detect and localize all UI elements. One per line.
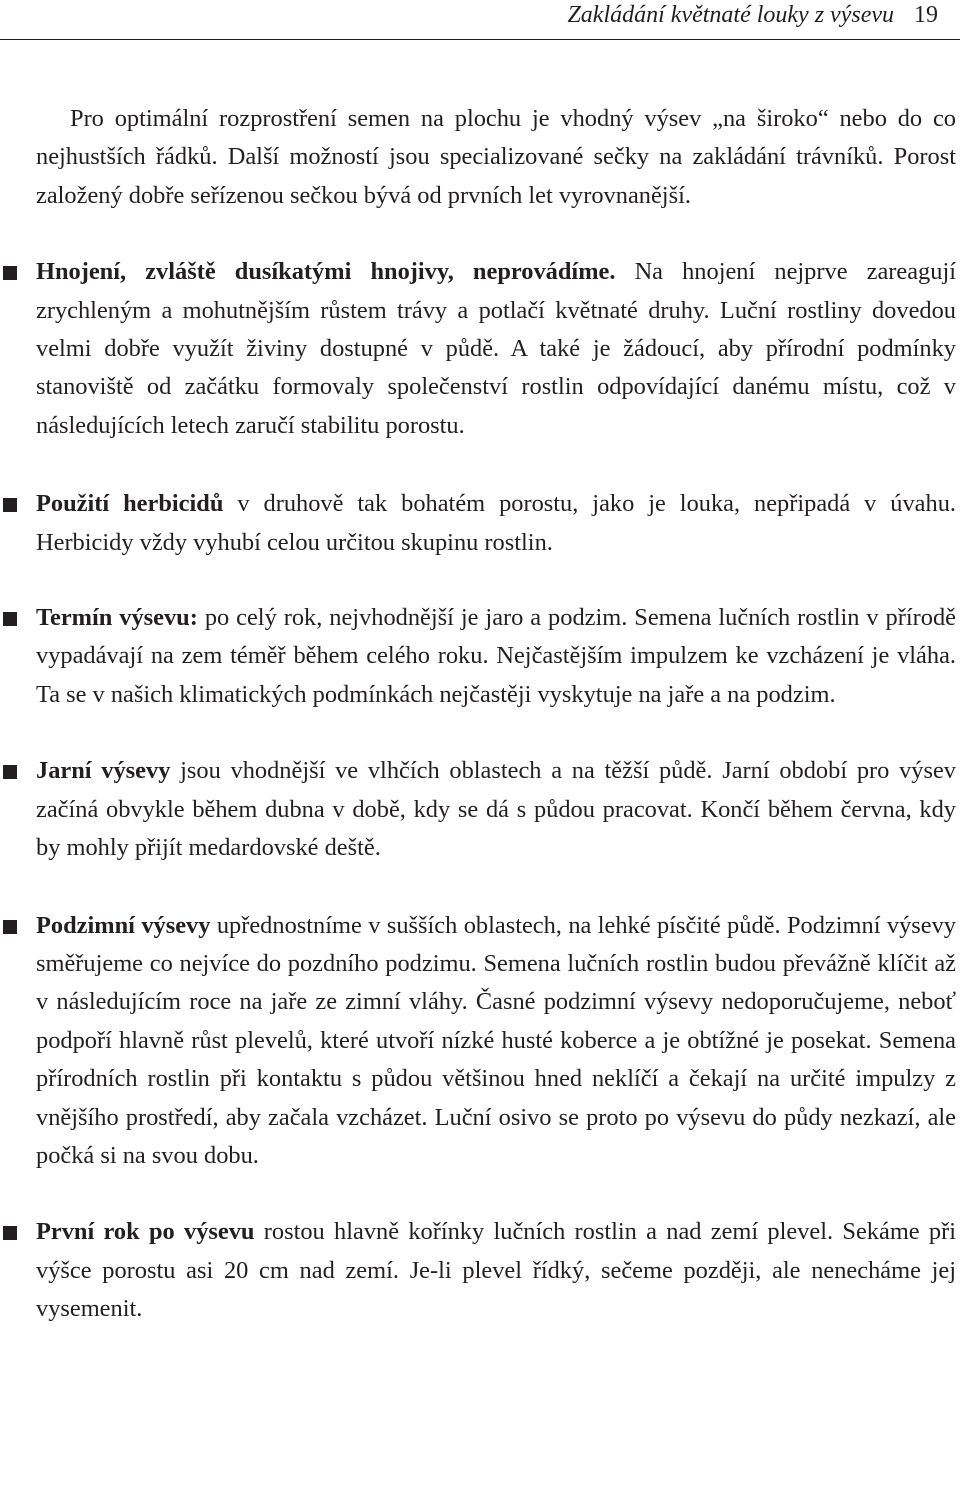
square-bullet-icon: [3, 765, 17, 779]
bullet-item-spring-sowing: [36, 752, 956, 867]
bullet-item-fertilizing: [36, 253, 956, 445]
item-lead: Použití herbicidů: [36, 490, 224, 518]
item-lead: Podzimní výsevy: [36, 911, 211, 939]
square-bullet-icon: [3, 920, 17, 934]
bullet-item-first-year: [36, 1213, 956, 1328]
item-lead: První rok po výsevu: [36, 1218, 255, 1246]
header-rule: [0, 39, 960, 40]
square-bullet-icon: [3, 498, 17, 512]
item-text: upřednostníme v sušších oblastech, na lehké písčité půdě. Podzimní výsevy směřujeme co nejvíce do pozdního podzimu. Semena lučních rostlin budou převážně klíčit až v následujícím roce na jaře ze zimní vláhy. Časné podzimní výsevy nedoporučujeme, neboť podpoří hlavně růst plevelů, které utvoří nízké husté koberce a je obtížné je posekat. Semena přírodních rostlin při kontaktu s půdou většinou hned neklíčí a čekají na určité impulzy z vnějšího prostředí, aby začala vzcházet. Luční osivo se proto po výsevu do půdy nezkazí, ale počká si na svou dobu.: [36, 911, 956, 1169]
bullet-item-sowing-time: [36, 599, 956, 714]
item-lead: Hnojení, zvláště dusíkatými hnojivy, neprovádíme.: [36, 258, 616, 286]
item-lead: Termín výsevu:: [36, 604, 198, 632]
running-header: [0, 0, 960, 40]
page-body: [36, 100, 956, 1329]
bullet-item-herbicides: [36, 485, 956, 562]
item-text: v druhově tak bohatém porostu, jako je louka, nepřipadá v úvahu. Herbicidy vždy vyhubí celou určitou skupinu rostlin.: [36, 490, 956, 556]
page-number: 19: [914, 2, 938, 28]
item-text: jsou vhodnější ve vlhčích oblastech a na těžší půdě. Jarní období pro výsev začíná obvykle během dubna v době, kdy se dá s půdou pracovat. Končí během června, kdy by mohly přijít medardovské deště.: [36, 757, 956, 862]
item-text: Na hnojení nejprve zareagují zrychleným a mohutnějším růstem trávy a potlačí květnaté druhy. Luční rostliny dovedou velmi dobře využít živiny dostupné v půdě. A také je žádoucí, aby přírodní podmínky stanoviště od začátku formovaly společenství rostlin odpovídající danému místu, což v následujících letech zaručí stabilitu porostu.: [36, 258, 957, 439]
square-bullet-icon: [3, 1226, 17, 1240]
square-bullet-icon: [3, 612, 17, 626]
header-text: [567, 2, 938, 29]
item-text: po celý rok, nejvhodnější je jaro a podzim. Semena lučních rostlin v přírodě vypadávají na zem téměř během celého roku. Nejčastějším impulzem ke vzcházení je vláha. Ta se v našich klimatických podmínkách nejčastěji vyskytuje na jaře a na podzim.: [36, 604, 956, 708]
square-bullet-icon: [3, 266, 17, 280]
item-text: rostou hlavně kořínky lučních rostlin a nad zemí plevel. Sekáme při výšce porostu asi 20 cm nad zemí. Je-li plevel řídký, sečeme později, ale nenecháme jej vysemenit.: [36, 1218, 956, 1323]
chapter-title: Zakládání květnaté louky z výsevu: [567, 2, 894, 28]
bullet-item-autumn-sowing: [36, 907, 956, 1176]
item-lead: Jarní výsevy: [36, 757, 171, 785]
intro-paragraph: Pro optimální rozprostření semen na plochu je vhodný výsev „na široko“ nebo do co nejhustších řádků. Další možností jsou specializované sečky na zakládání trávníků. Porost založený dobře seřízenou sečkou bývá od prvních let vyrovnanější.: [36, 105, 956, 209]
